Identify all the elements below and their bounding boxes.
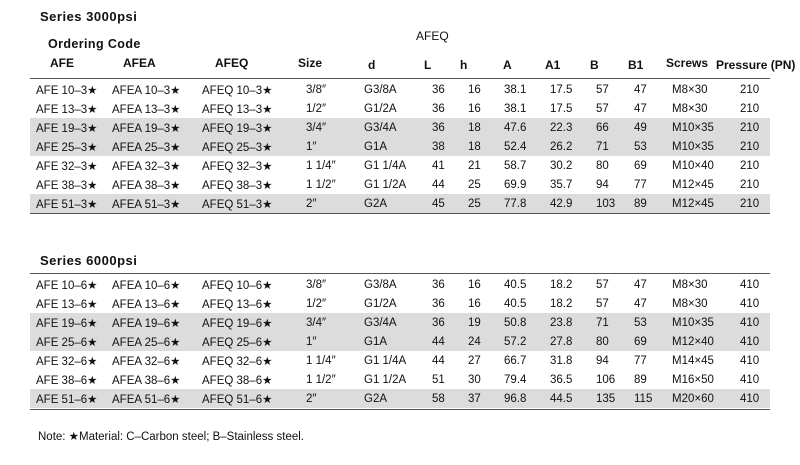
cell-l: 44 [432, 332, 468, 351]
cell-h: 27 [468, 354, 481, 367]
cell-h: 19 [468, 313, 504, 332]
cell-size: 1/2″ [306, 297, 327, 310]
cell-afeq: AFEQ 13–3★ [202, 103, 273, 116]
header-divider [30, 78, 770, 79]
cell-size: 3/8″ [306, 278, 327, 291]
cell-afeq: AFEQ 25–6★ [202, 332, 306, 351]
cell-afe: AFE 32–3★ [36, 160, 98, 173]
col-header-afe: AFE [50, 56, 74, 70]
cell-afea: AFEA 13–3★ [112, 103, 181, 116]
cell-afe: AFE 13–3★ [36, 103, 98, 116]
cell-l: 45 [432, 194, 468, 213]
cell-a: 38.1 [504, 102, 527, 115]
cell-screws: M10×35 [672, 118, 740, 137]
cell-pressure: 210 [740, 102, 760, 115]
cell-a1: 18.2 [550, 278, 573, 291]
table-row [30, 137, 770, 156]
table-row [30, 118, 770, 137]
cell-a1: 22.3 [550, 118, 596, 137]
cell-d: G3/8A [364, 278, 397, 291]
cell-afea: AFEA 10–3★ [112, 84, 181, 97]
cell-pressure: 410 [740, 313, 770, 332]
cell-a1: 18.2 [550, 297, 573, 310]
cell-screws: M8×30 [672, 297, 708, 310]
cell-l: 58 [432, 389, 468, 408]
cell-a: 57.2 [504, 332, 550, 351]
cell-pressure: 210 [740, 137, 770, 156]
cell-pressure: 410 [740, 389, 770, 408]
cell-h: 16 [468, 83, 481, 96]
cell-screws: M20×60 [672, 389, 740, 408]
table-row [30, 351, 770, 370]
cell-a1: 23.8 [550, 313, 596, 332]
cell-b1: 47 [634, 278, 647, 291]
table-bottom-rule [30, 409, 770, 410]
cell-h: 18 [468, 118, 504, 137]
cell-afea: AFEA 19–3★ [112, 118, 202, 137]
table-top-rule [30, 273, 770, 274]
cell-b: 71 [596, 137, 634, 156]
cell-b1: 47 [634, 102, 647, 115]
cell-d: G3/8A [364, 83, 397, 96]
cell-afe: AFE 38–3★ [36, 179, 98, 192]
cell-h: 25 [468, 178, 481, 191]
cell-a1: 44.5 [550, 389, 596, 408]
col-header-b1: B1 [628, 58, 644, 72]
table-row [30, 389, 770, 408]
table-row [30, 194, 770, 213]
ordering-code-label: Ordering Code [48, 37, 141, 51]
table-row [30, 313, 770, 332]
col-header-a1: A1 [545, 58, 561, 72]
cell-screws: M10×35 [672, 137, 740, 156]
table-row [30, 175, 770, 194]
cell-b: 66 [596, 118, 634, 137]
cell-d: G2A [364, 194, 432, 213]
cell-screws: M14×45 [672, 354, 714, 367]
cell-a1: 36.5 [550, 373, 573, 386]
cell-size: 3/8″ [306, 83, 327, 96]
cell-size: 1″ [306, 332, 364, 351]
material-note: Note: ★Material: C–Carbon steel; B–Stainless steel. [38, 431, 304, 443]
cell-l: 36 [432, 313, 468, 332]
cell-afea: AFEA 19–6★ [112, 313, 202, 332]
cell-pressure: 410 [740, 354, 760, 367]
cell-l: 36 [432, 278, 445, 291]
col-header-afea: AFEA [123, 56, 156, 70]
cell-pressure: 210 [740, 118, 770, 137]
cell-size: 1 1/4″ [306, 354, 336, 367]
cell-a: 47.6 [504, 118, 550, 137]
cell-size: 2″ [306, 194, 364, 213]
col-header-b: B [590, 58, 599, 72]
cell-l: 44 [432, 178, 445, 191]
cell-b1: 115 [634, 389, 672, 408]
cell-b1: 49 [634, 118, 672, 137]
cell-a: 69.9 [504, 178, 527, 191]
cell-screws: M10×40 [672, 159, 714, 172]
cell-d: G1 1/4A [364, 159, 407, 172]
cell-a: 77.8 [504, 194, 550, 213]
cell-b1: 47 [634, 83, 647, 96]
cell-a: 96.8 [504, 389, 550, 408]
cell-b1: 69 [634, 159, 647, 172]
cell-afeq: AFEQ 10–6★ [202, 279, 273, 292]
cell-screws: M10×35 [672, 313, 740, 332]
cell-b: 106 [596, 373, 616, 386]
cell-h: 24 [468, 332, 504, 351]
series-6000-title: Series 6000psi [40, 253, 138, 268]
cell-afe: AFE 13–6★ [36, 298, 98, 311]
cell-afeq: AFEQ 19–6★ [202, 313, 306, 332]
cell-afe: AFE 10–6★ [36, 279, 98, 292]
cell-afeq: AFEQ 32–6★ [202, 355, 273, 368]
col-header-a: A [503, 58, 512, 72]
cell-a: 40.5 [504, 297, 527, 310]
cell-a1: 42.9 [550, 194, 596, 213]
cell-d: G3/4A [364, 118, 432, 137]
col-header-afeq: AFEQ [215, 56, 249, 70]
cell-b: 94 [596, 178, 609, 191]
cell-afeq: AFEQ 38–3★ [202, 179, 273, 192]
cell-a1: 17.5 [550, 102, 573, 115]
cell-a1: 27.8 [550, 332, 596, 351]
table-row [30, 370, 770, 389]
cell-afea: AFEA 25–6★ [112, 332, 202, 351]
cell-b1: 77 [634, 178, 647, 191]
cell-a1: 35.7 [550, 178, 573, 191]
cell-afe: AFE 25–3★ [30, 137, 112, 156]
col-header-screws: Screws [666, 56, 709, 70]
cell-size: 3/4″ [306, 118, 364, 137]
table-row [30, 80, 770, 99]
cell-afeq: AFEQ 32–3★ [202, 160, 273, 173]
cell-screws: M12×45 [672, 178, 714, 191]
series-6000-table [30, 275, 770, 408]
cell-a1: 30.2 [550, 159, 573, 172]
cell-b: 57 [596, 278, 609, 291]
cell-afe: AFE 10–3★ [36, 84, 98, 97]
cell-pressure: 210 [740, 178, 760, 191]
series-3000-table [30, 80, 770, 213]
cell-l: 36 [432, 83, 445, 96]
cell-b: 80 [596, 159, 609, 172]
cell-screws: M8×30 [672, 102, 708, 115]
cell-b: 80 [596, 332, 634, 351]
cell-afea: AFEA 10–6★ [112, 279, 181, 292]
cell-h: 16 [468, 297, 481, 310]
cell-b1: 47 [634, 297, 647, 310]
cell-l: 36 [432, 118, 468, 137]
cell-afeq: AFEQ 38–6★ [202, 374, 273, 387]
cell-d: G1/2A [364, 102, 397, 115]
cell-pressure: 210 [740, 159, 760, 172]
cell-d: G1 1/2A [364, 178, 407, 191]
table-bottom-rule [30, 213, 770, 214]
cell-h: 37 [468, 389, 504, 408]
cell-size: 2″ [306, 389, 364, 408]
cell-size: 1/2″ [306, 102, 327, 115]
cell-b1: 53 [634, 137, 672, 156]
table-row [30, 294, 770, 313]
cell-size: 1″ [306, 137, 364, 156]
cell-a: 79.4 [504, 373, 527, 386]
cell-afe: AFE 25–6★ [30, 332, 112, 351]
series-3000-title: Series 3000psi [40, 9, 138, 24]
cell-h: 30 [468, 373, 481, 386]
cell-h: 16 [468, 102, 481, 115]
cell-afea: AFEA 38–3★ [112, 179, 181, 192]
cell-pressure: 410 [740, 278, 760, 291]
cell-b: 57 [596, 83, 609, 96]
table-row [30, 275, 770, 294]
cell-b1: 77 [634, 354, 647, 367]
cell-d: G1 1/2A [364, 373, 407, 386]
cell-h: 16 [468, 278, 481, 291]
cell-afe: AFE 19–6★ [30, 313, 112, 332]
cell-b: 135 [596, 389, 634, 408]
cell-pressure: 210 [740, 194, 770, 213]
cell-afeq: AFEQ 19–3★ [202, 118, 306, 137]
cell-size: 1 1/2″ [306, 178, 336, 191]
cell-screws: M12×45 [672, 194, 740, 213]
cell-h: 21 [468, 159, 481, 172]
cell-d: G2A [364, 389, 432, 408]
cell-b1: 53 [634, 313, 672, 332]
cell-l: 36 [432, 102, 445, 115]
cell-a: 52.4 [504, 137, 550, 156]
cell-a: 58.7 [504, 159, 527, 172]
cell-d: G1A [364, 332, 432, 351]
cell-a1: 17.5 [550, 83, 573, 96]
cell-l: 44 [432, 354, 445, 367]
cell-screws: M12×40 [672, 332, 740, 351]
cell-b1: 89 [634, 373, 647, 386]
cell-afeq: AFEQ 51–6★ [202, 389, 306, 408]
cell-afea: AFEA 25–3★ [112, 137, 202, 156]
cell-a: 40.5 [504, 278, 527, 291]
cell-afe: AFE 38–6★ [36, 374, 98, 387]
cell-pressure: 210 [740, 83, 760, 96]
cell-h: 25 [468, 194, 504, 213]
cell-pressure: 410 [740, 297, 760, 310]
cell-afeq: AFEQ 10–3★ [202, 84, 273, 97]
cell-l: 41 [432, 159, 445, 172]
col-header-size: Size [298, 56, 323, 70]
cell-pressure: 410 [740, 332, 770, 351]
col-header-pressure: Pressure (PN) [716, 58, 796, 72]
col-header-h: h [460, 58, 468, 72]
cell-screws: M8×30 [672, 83, 708, 96]
cell-b1: 89 [634, 194, 672, 213]
table-row [30, 99, 770, 118]
cell-afe: AFE 19–3★ [30, 118, 112, 137]
col-header-l: L [424, 58, 432, 72]
cell-screws: M8×30 [672, 278, 708, 291]
table-row [30, 156, 770, 175]
cell-pressure: 410 [740, 373, 760, 386]
cell-b: 94 [596, 354, 609, 367]
afeq-group-label: AFEQ [416, 29, 449, 43]
cell-size: 1 1/2″ [306, 373, 336, 386]
cell-size: 1 1/4″ [306, 159, 336, 172]
cell-afeq: AFEQ 25–3★ [202, 137, 306, 156]
cell-d: G1/2A [364, 297, 397, 310]
cell-a: 50.8 [504, 313, 550, 332]
cell-screws: M16×50 [672, 373, 714, 386]
cell-a: 66.7 [504, 354, 527, 367]
cell-b: 57 [596, 297, 609, 310]
cell-h: 18 [468, 137, 504, 156]
cell-afeq: AFEQ 13–6★ [202, 298, 273, 311]
cell-a1: 26.2 [550, 137, 596, 156]
cell-afea: AFEA 51–6★ [112, 389, 202, 408]
cell-afea: AFEA 51–3★ [112, 194, 202, 213]
cell-d: G3/4A [364, 313, 432, 332]
cell-d: G1 1/4A [364, 354, 407, 367]
cell-l: 51 [432, 373, 445, 386]
cell-afea: AFEA 32–3★ [112, 160, 181, 173]
cell-afea: AFEA 38–6★ [112, 374, 181, 387]
cell-a1: 31.8 [550, 354, 573, 367]
table-row [30, 332, 770, 351]
cell-l: 38 [432, 137, 468, 156]
cell-d: G1A [364, 137, 432, 156]
cell-afe: AFE 32–6★ [36, 355, 98, 368]
cell-l: 36 [432, 297, 445, 310]
col-header-d: d [368, 58, 376, 72]
cell-b: 71 [596, 313, 634, 332]
cell-afeq: AFEQ 51–3★ [202, 194, 306, 213]
cell-b: 103 [596, 194, 634, 213]
cell-b1: 69 [634, 332, 672, 351]
cell-afe: AFE 51–3★ [30, 194, 112, 213]
cell-size: 3/4″ [306, 313, 364, 332]
cell-afea: AFEA 13–6★ [112, 298, 181, 311]
cell-afea: AFEA 32–6★ [112, 355, 181, 368]
cell-b: 57 [596, 102, 609, 115]
cell-afe: AFE 51–6★ [30, 389, 112, 408]
cell-a: 38.1 [504, 83, 527, 96]
